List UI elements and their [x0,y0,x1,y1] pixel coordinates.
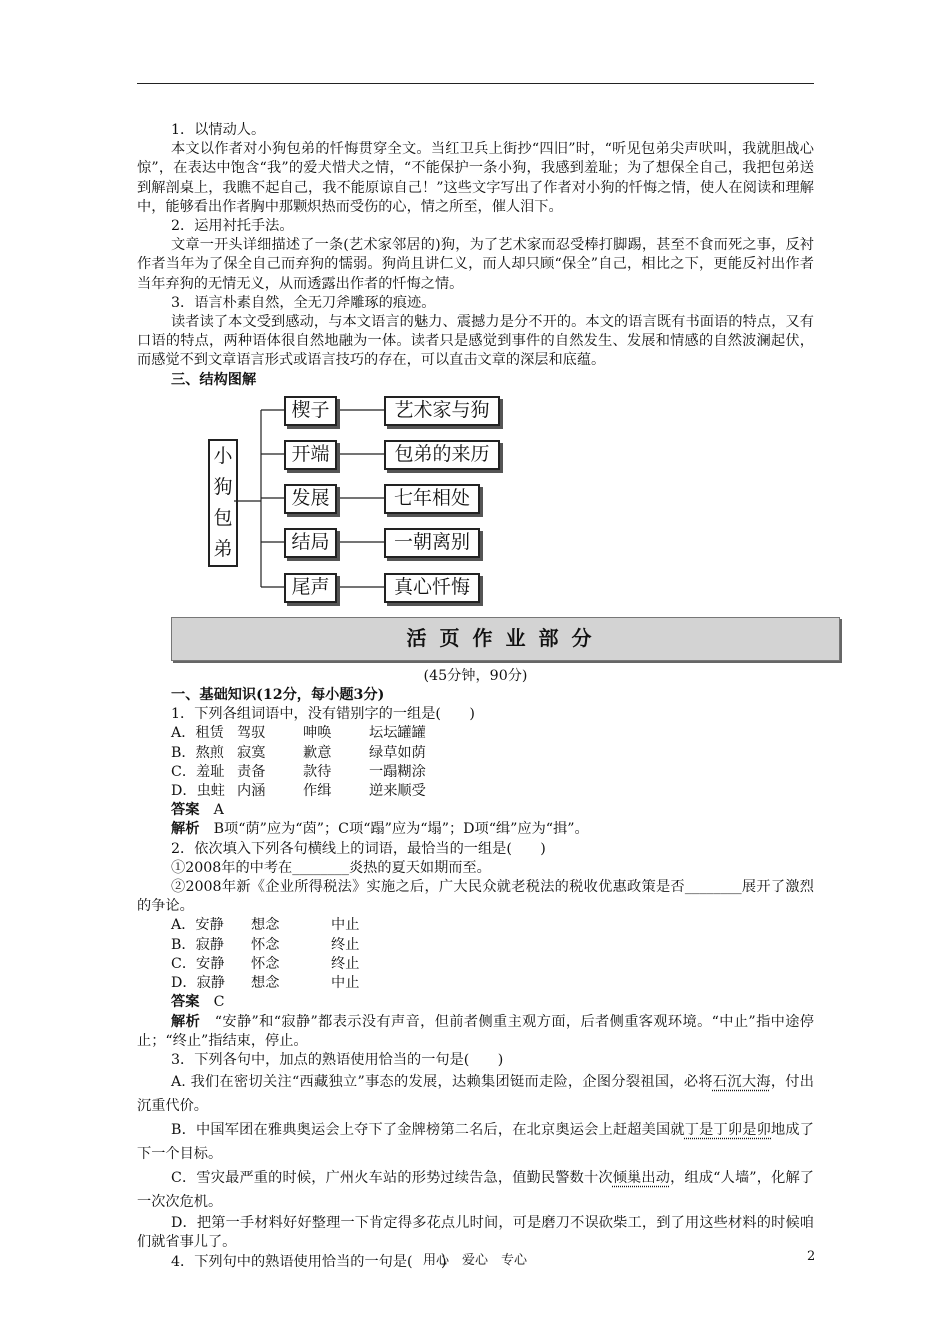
q1-analysis-label: 解析 [171,821,200,838]
stage-box-1: 楔子 [284,396,337,426]
header-rule [137,83,814,84]
q3-option-d: D．把第一手材料好好整理一下肯定得多花点儿时间，可是磨刀不误砍柴工，到了用这些材料的时候咱们就省事儿了。 [137,1215,814,1251]
q1-option-b [137,744,814,763]
q2-answer-label: 答案 [171,994,200,1011]
page-content [137,121,814,1272]
q3-c-pre: C．雪灾最严重的时候，广州火车站的形势过续告急，值勤民警数十次 [171,1170,613,1187]
q4-stem: 4．下列句中的熟语使用恰当的一句是( ) [171,1253,447,1270]
q2-c-1: C．安静 [171,955,225,972]
q1-stem: 1．下列各组词语中，没有错别字的一组是( ) [171,706,475,723]
point-1-body: 本文以作者对小狗包弟的忏悔贯穿全文。当红卫兵上街抄“四旧”时，“听见包弟尖声吠叫，我就胆战心惊”，在表达中饱含“我”的爱犬惜犬之情，“不能保护一条小狗，我感到羞耻；为了想保全自己，我把包弟送到解剖桌上，我瞧不起自己，我不能原谅自己！”这些文字写出了作者对小狗的忏悔之情，使人在阅读和理解中，能够看出作者胸中那颗炽热而受伤的心，情之所至，催人泪下。 [137,141,814,215]
q1-d-1: D．虫蛀 [171,783,225,800]
content-box-1: 艺术家与狗 [384,396,500,426]
q2-analysis-label: 解析 [171,1013,201,1030]
root-char-1: 小 [213,444,233,467]
q2-d-1: D．寂静 [171,975,225,992]
root-box [208,439,238,567]
q2-analysis-text: “安静”和“寂静”都表示没有声音，但前者侧重主观方面，后者侧重客观环境。“中止”指中途停止；“终止”指结束，停止。 [137,1013,814,1049]
q1-answer-label: 答案 [171,802,200,819]
q2-d-2: 想念 [251,975,280,992]
q2-answer-value: C [213,994,225,1011]
content-box-5: 真心忏悔 [384,573,480,603]
q1-d-4: 逆来顺受 [369,783,426,800]
q3-b-idiom: 丁是丁卯是卯 [684,1122,772,1139]
q1-a-3: 呻唤 [303,725,332,742]
q3-c-post: ，组成“人墙”，化解了一次次危机。 [137,1170,814,1211]
q1-c-3: 款待 [303,763,332,780]
q2-option-b [137,936,814,955]
q1-option-c [137,763,814,782]
q2-c-2: 怀念 [251,955,280,972]
q2-a-3: 中止 [331,917,360,934]
structure-diagram [137,392,814,607]
point-3-body: 读者读了本文受到感动，与本文语言的魅力、震撼力是分不开的。本文的语言既有书面语的特点，又有口语的特点，两种语体很自然地融为一体。读者只是感觉到事件的自然发生、发展和情感的自然波澜起伏，而感觉不到文章语言形式或语言技巧的存在，可以直击文章的深层和底蕴。 [137,314,814,369]
q1-answer-value: A [213,802,224,819]
q1-b-2: 寂寞 [237,744,266,761]
q2-option-c [137,955,814,974]
root-char-4: 弟 [213,537,233,560]
q3-option-b [137,1118,814,1166]
q2-option-d [137,974,814,993]
point-2-body: 文章一开头详细描述了一条(艺术家邻居的)狗，为了艺术家而忍受棒打脚踢，甚至不食而死之事，反衬作者当年为了保全自己而弃狗的懦弱。狗尚且讲仁义，而人却只顾“保全”自己，相比之下，更能反衬出作者当年弃狗的无情无义，从而透露出作者的忏悔之情。 [137,237,814,292]
q1-a-1: A．租赁 [171,725,224,742]
q2-stem: 2．依次填入下列各句横线上的词语，最恰当的一组是( ) [171,840,546,857]
section-1-heading: 一、基础知识(12分，每小题3分) [171,687,385,704]
q2-d-3: 中止 [331,975,360,992]
q1-b-1: B．熬煎 [171,744,224,761]
stage-box-2: 开端 [284,440,337,470]
page-footer: 用心 爱心 专心 [422,1253,527,1268]
q3-option-a [137,1070,814,1118]
structure-heading: 三、结构图解 [171,371,257,388]
q2-a-1: A．安静 [171,917,224,934]
q1-analysis-text: B项“荫”应为“茵”；C项“蹋”应为“塌”；D项“缉”应为“揖”。 [213,821,589,838]
q3-stem: 3．下列各句中，加点的熟语使用恰当的一句是( ) [171,1051,504,1068]
q2-a-2: 想念 [251,917,280,934]
q2-b-2: 怀念 [251,936,280,953]
section-banner: 活页作业部分 [171,617,840,661]
q3-c-idiom: 倾巢出动 [612,1170,671,1187]
q3-a-post: ，付出沉重代价。 [137,1074,814,1115]
q1-a-4: 坛坛罐罐 [369,725,426,742]
q2-b-1: B．寂静 [171,936,224,953]
q1-b-3: 歉意 [303,744,332,761]
stage-box-5: 尾声 [284,573,337,603]
q2-b-3: 终止 [331,936,360,953]
q1-c-1: C．羞耻 [171,763,225,780]
q1-a-2: 驾驭 [237,725,266,742]
time-note: (45分钟，90分) [423,667,528,684]
q1-c-4: 一蹋糊涂 [369,763,426,780]
stage-box-3: 发展 [284,484,337,514]
q1-d-2: 内涵 [237,783,266,800]
q3-a-pre: A. 我们在密切关注“西藏独立”事态的发展，达赖集团铤而走险，企图分裂祖国，必将 [171,1074,713,1091]
q1-analysis [137,820,814,839]
page-number: 2 [807,1249,816,1264]
q1-answer [137,801,814,820]
point-3-title: 3．语言朴素自然，全无刀斧雕琢的痕迹。 [171,294,436,311]
point-2-title: 2．运用衬托手法。 [171,218,294,235]
point-1-title: 1．以情动人。 [171,122,266,138]
q1-d-3: 作缉 [303,783,332,800]
q3-b-post: 地成了下一个目标。 [137,1122,814,1163]
q2-answer [137,993,814,1012]
root-char-3: 包 [213,506,233,529]
q2-analysis [137,1013,814,1051]
content-box-3: 七年相处 [384,484,480,514]
q1-b-4: 绿草如荫 [369,744,426,761]
q1-option-a [137,724,814,743]
content-box-2: 包弟的来历 [384,440,500,470]
content-box-4: 一朝离别 [384,528,480,558]
q2-sentence-1: ①2008年的中考在________炎热的夏天如期而至。 [171,859,491,876]
q3-a-idiom: 石沉大海 [712,1074,771,1091]
q1-option-d [137,782,814,801]
stage-box-4: 结局 [284,528,337,558]
q2-sentence-2: ②2008年新《企业所得税法》实施之后，广大民众就老税法的税收优惠政策是否________展开了激烈的争论。 [137,879,814,915]
q1-c-2: 责备 [237,763,266,780]
q2-c-3: 终止 [331,955,360,972]
q2-option-a [137,916,814,935]
q3-option-c [137,1166,814,1214]
q3-b-pre: B．中国军团在雅典奥运会上夺下了金牌榜第二名后，在北京奥运会上赶超美国就 [171,1122,685,1139]
root-char-2: 狗 [213,475,233,498]
